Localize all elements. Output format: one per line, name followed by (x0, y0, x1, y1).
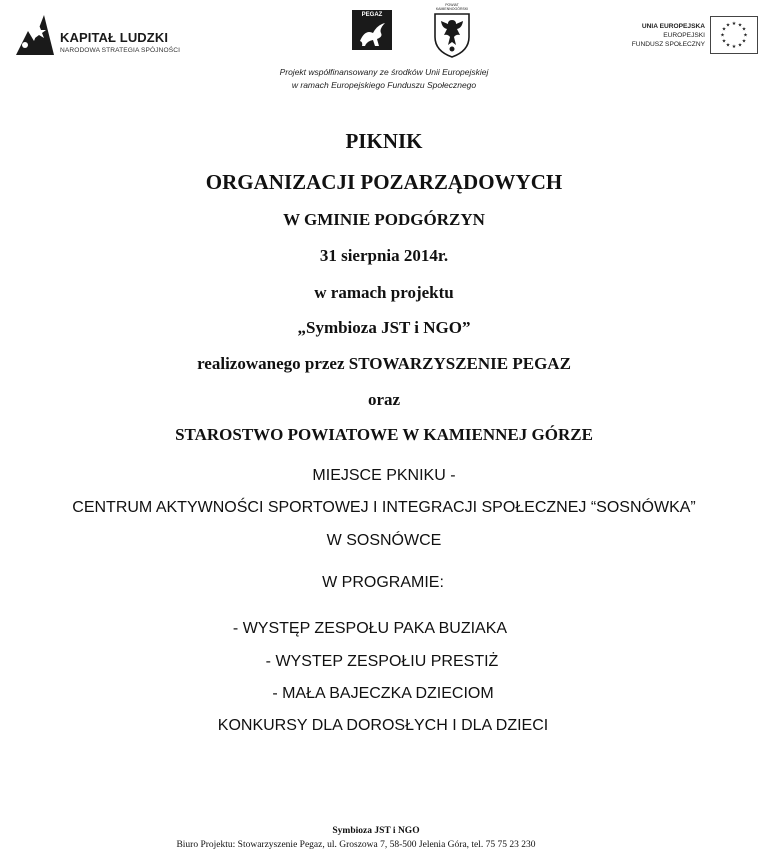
eu-label-line3: FUNDUSZ SPOŁECZNY (631, 41, 705, 48)
crest-caption: POWIAT KAMIENNOGÓRSKI (435, 3, 469, 11)
project-name: „Symbioza JST i NGO” (297, 318, 471, 337)
program-item: - MAŁA BAJECZKA DZIECIOM (272, 685, 494, 702)
program-item: - WYSTĘP ZESPOŁU PAKA BUZIAKA (232, 620, 508, 637)
eu-label (610, 22, 705, 49)
organizer-line: realizowanego przez STOWARZYSZENIE PEGAZ (197, 354, 571, 373)
title-organizacji: ORGANIZACJI POZARZĄDOWYCH (205, 170, 563, 194)
location-label: MIEJSCE PKNIKU - (312, 467, 456, 484)
svg-text:★: ★ (741, 38, 747, 45)
footer-title: Symbioza JST i NGO (332, 826, 420, 836)
eagle-crest-icon (432, 11, 472, 58)
eu-label-line1: UNIA EUROPEJSKA (641, 23, 705, 30)
eu-label-line2: EUROPEJSKI (663, 32, 705, 39)
funding-note-line1: Projekt współfinansowany ze środków Unii Europejskiej (279, 67, 489, 77)
pegaz-logo (352, 10, 392, 50)
svg-text:★: ★ (725, 42, 731, 49)
title-gmina: W GMINIE PODGÓRZYN (283, 210, 485, 229)
svg-text:★: ★ (741, 26, 747, 33)
svg-text:★: ★ (721, 38, 727, 45)
location-venue: CENTRUM AKTYWNOŚCI SPORTOWEJ I INTEGRACJI SPOŁECZNEJ “SOSNÓWKA” (72, 499, 696, 516)
footer-address: Biuro Projektu: Stowarzyszenie Pegaz, ul. Groszowa 7, 58-500 Jelenia Góra, tel. 75 75 23 230 (176, 840, 536, 850)
event-date: 31 sierpnia 2014r. (319, 246, 449, 265)
location-town: W SOSNÓWCE (326, 532, 442, 549)
project-intro: w ramach projektu (314, 283, 454, 302)
program-item: - WYSTEP ZESPOŁIU PRESTIŻ (265, 653, 499, 670)
program-item: KONKURSY DLA DOROSŁYCH I DLA DZIECI (217, 717, 549, 734)
pegaz-name: PEGAZ (361, 12, 383, 18)
eu-stars-icon (711, 17, 757, 53)
kapital-ludzki-subtitle: NARODOWA STRATEGIA SPÓJNOŚCI (60, 47, 181, 54)
svg-text:★: ★ (743, 32, 748, 39)
svg-text:★: ★ (720, 32, 725, 39)
svg-text:★: ★ (721, 26, 727, 33)
program-title: W PROGRAMIE: (322, 574, 444, 591)
kapital-ludzki-title: KAPITAŁ LUDZKI (60, 30, 169, 45)
svg-text:★: ★ (737, 22, 743, 29)
funding-note-line2: w ramach Europejskiego Funduszu Społecznego (291, 80, 477, 90)
eu-flag-icon (710, 16, 758, 54)
svg-text:★: ★ (725, 22, 731, 29)
kapital-ludzki-logo (14, 11, 204, 61)
svg-text:★: ★ (737, 42, 743, 49)
pegasus-icon (357, 21, 387, 48)
co-organizer-line: STAROSTWO POWIATOWE W KAMIENNEJ GÓRZE (175, 425, 593, 444)
kapital-ludzki-star-icon (14, 11, 56, 57)
title-piknik: PIKNIK (345, 129, 423, 153)
svg-text:★: ★ (731, 21, 737, 27)
oraz-line: oraz (367, 390, 401, 409)
svg-text:★: ★ (731, 44, 737, 50)
powiat-crest (430, 3, 474, 59)
